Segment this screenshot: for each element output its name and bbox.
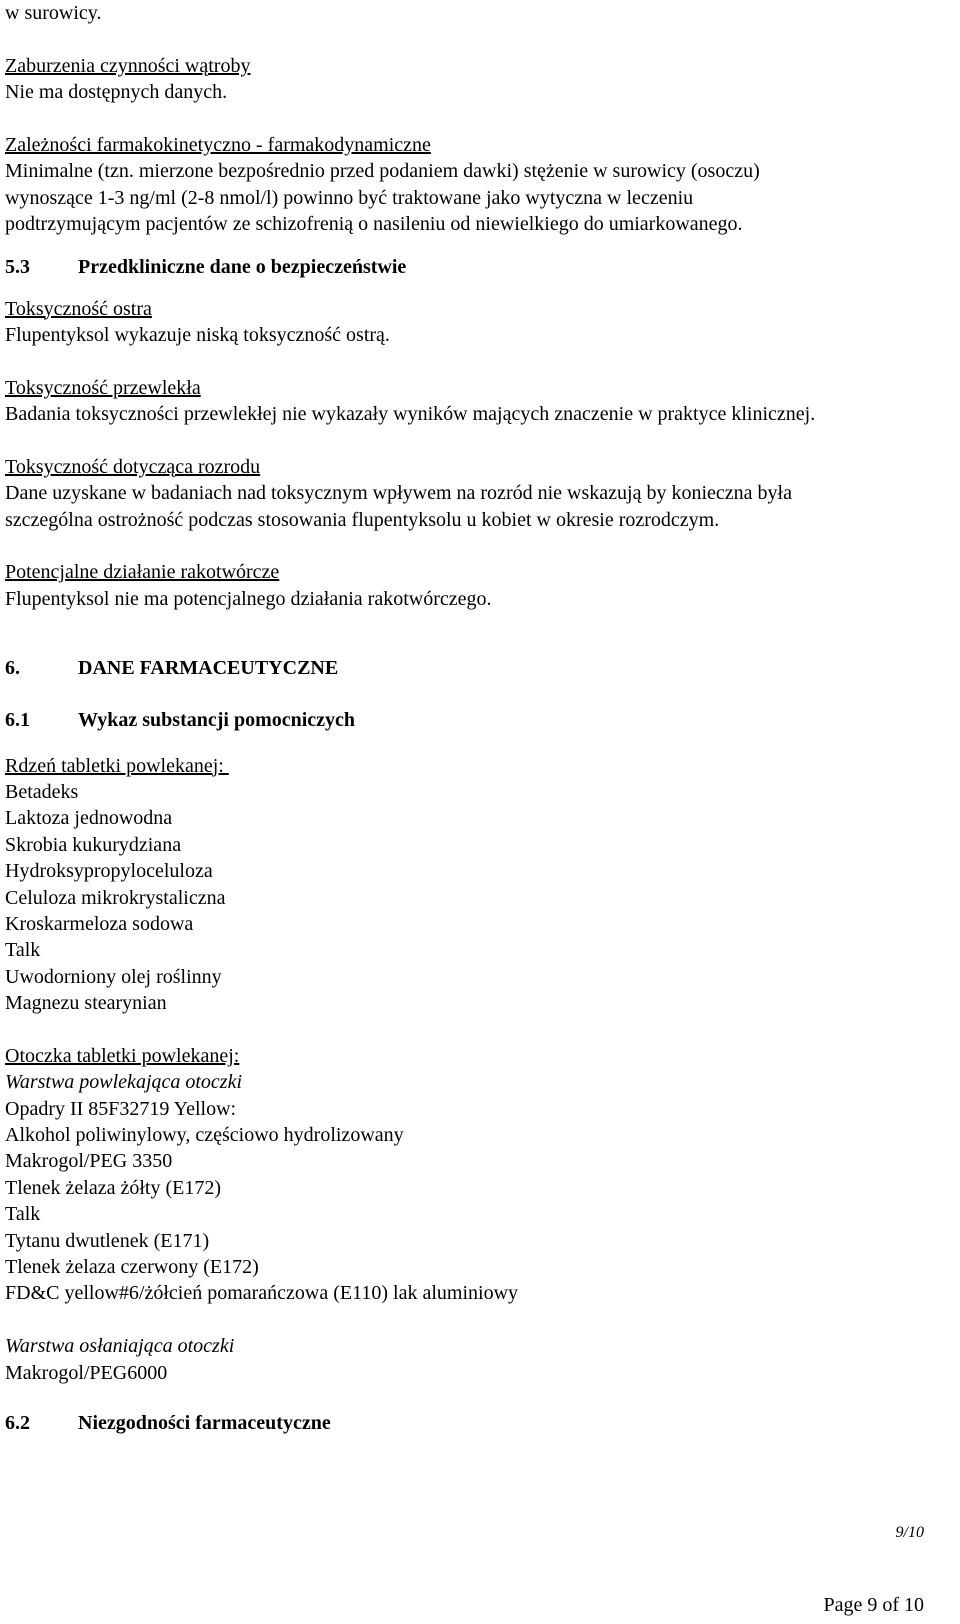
page-fraction: 9/10 bbox=[895, 1524, 924, 1541]
section-title: DANE FARMACEUTYCZNE bbox=[78, 656, 339, 679]
excipient-item: Skrobia kukurydziana bbox=[5, 833, 182, 856]
excipient-item: Celuloza mikrokrystaliczna bbox=[5, 886, 226, 909]
liver-text: Nie ma dostępnych danych. bbox=[5, 81, 228, 104]
pkpd-text-line: Minimalne (tzn. mierzone bezpośrednio przed podaniem dawki) stężenie w surowicy (osoczu) bbox=[5, 160, 760, 183]
coating-item: Alkohol poliwinylowy, częściowo hydrolizowany bbox=[5, 1124, 404, 1147]
coating-item: Tlenek żelaza żółty (E172) bbox=[5, 1176, 221, 1199]
repro-toxicity-line: Dane uzyskane w badaniach nad toksycznym wpływem na rozród nie wskazują by konieczna była bbox=[5, 482, 792, 505]
pkpd-heading: Zależności farmakokinetyczno - farmakodynamiczne bbox=[5, 133, 431, 156]
section-title: Wykaz substancji pomocniczych bbox=[78, 708, 356, 731]
excipient-item: Uwodorniony olej roślinny bbox=[5, 965, 222, 988]
section-title: Niezgodności farmaceutyczne bbox=[78, 1411, 331, 1434]
protective-layer-heading: Warstwa osłaniająca otoczki bbox=[5, 1335, 235, 1358]
coating-item: FD&C yellow#6/żółcień pomarańczowa (E110) lak aluminiowy bbox=[5, 1282, 519, 1305]
section-6-2-heading bbox=[5, 1408, 955, 1438]
coating-item: Makrogol/PEG 3350 bbox=[5, 1150, 173, 1173]
section-5-3-heading bbox=[5, 252, 955, 282]
coating-layer-heading: Warstwa powlekająca otoczki bbox=[5, 1071, 243, 1094]
section-6-1-heading bbox=[5, 705, 955, 735]
document-page bbox=[5, 0, 955, 1438]
liver-heading: Zaburzenia czynności wątroby bbox=[5, 54, 251, 77]
pkpd-text-line: wynoszące 1-3 ng/ml (2-8 nmol/l) powinno być traktowane jako wytyczna w leczeniu bbox=[5, 186, 694, 209]
repro-toxicity-line: szczególna ostrożność podczas stosowania flupentyksolu u kobiet w okresie rozrodczym. bbox=[5, 508, 720, 531]
acute-toxicity-heading: Toksyczność ostra bbox=[5, 297, 152, 320]
repro-toxicity-heading: Toksyczność dotycząca rozrodu bbox=[5, 455, 261, 478]
core-heading: Rdzeń tabletki powlekanej: bbox=[5, 754, 229, 777]
chronic-toxicity-text: Badania toksyczności przewlekłej nie wykazały wyników mających znaczenie w praktyce klinicznej. bbox=[5, 403, 816, 426]
section-number: 5.3 bbox=[5, 255, 30, 278]
chronic-toxicity-heading: Toksyczność przewlekła bbox=[5, 376, 201, 399]
section-number: 6.2 bbox=[5, 1411, 30, 1434]
coating-item: Opadry II 85F32719 Yellow: bbox=[5, 1097, 237, 1120]
protective-layer-item: Makrogol/PEG6000 bbox=[5, 1361, 168, 1384]
carcinogenic-text: Flupentyksol nie ma potencjalnego działania rakotwórczego. bbox=[5, 587, 492, 610]
section-number: 6. bbox=[5, 656, 20, 679]
coating-item: Talk bbox=[5, 1203, 41, 1226]
coating-item: Tlenek żelaza czerwony (E172) bbox=[5, 1256, 259, 1279]
excipient-item: Laktoza jednowodna bbox=[5, 807, 173, 830]
carcinogenic-heading: Potencjalne działanie rakotwórcze bbox=[5, 561, 280, 584]
page-footer-label: Page 9 of 10 bbox=[823, 1594, 924, 1616]
excipient-item: Talk bbox=[5, 939, 41, 962]
section-6-heading bbox=[5, 653, 955, 683]
pkpd-text-line: podtrzymującym pacjentów ze schizofrenią o nasileniu od niewielkiego do umiarkowanego. bbox=[5, 213, 743, 236]
excipient-item: Magnezu stearynian bbox=[5, 992, 167, 1015]
acute-toxicity-text: Flupentyksol wykazuje niską toksyczność ostrą. bbox=[5, 323, 390, 346]
excipient-item: Hydroksypropyloceluloza bbox=[5, 860, 213, 883]
coating-heading: Otoczka tabletki powlekanej: bbox=[5, 1044, 240, 1067]
section-title: Przedkliniczne dane o bezpieczeństwie bbox=[78, 255, 407, 278]
excipient-item: Kroskarmeloza sodowa bbox=[5, 912, 194, 935]
coating-item: Tytanu dwutlenek (E171) bbox=[5, 1229, 210, 1252]
section-number: 6.1 bbox=[5, 708, 30, 731]
excipient-item: Betadeks bbox=[5, 780, 79, 803]
intro-line: w surowicy. bbox=[5, 2, 102, 24]
